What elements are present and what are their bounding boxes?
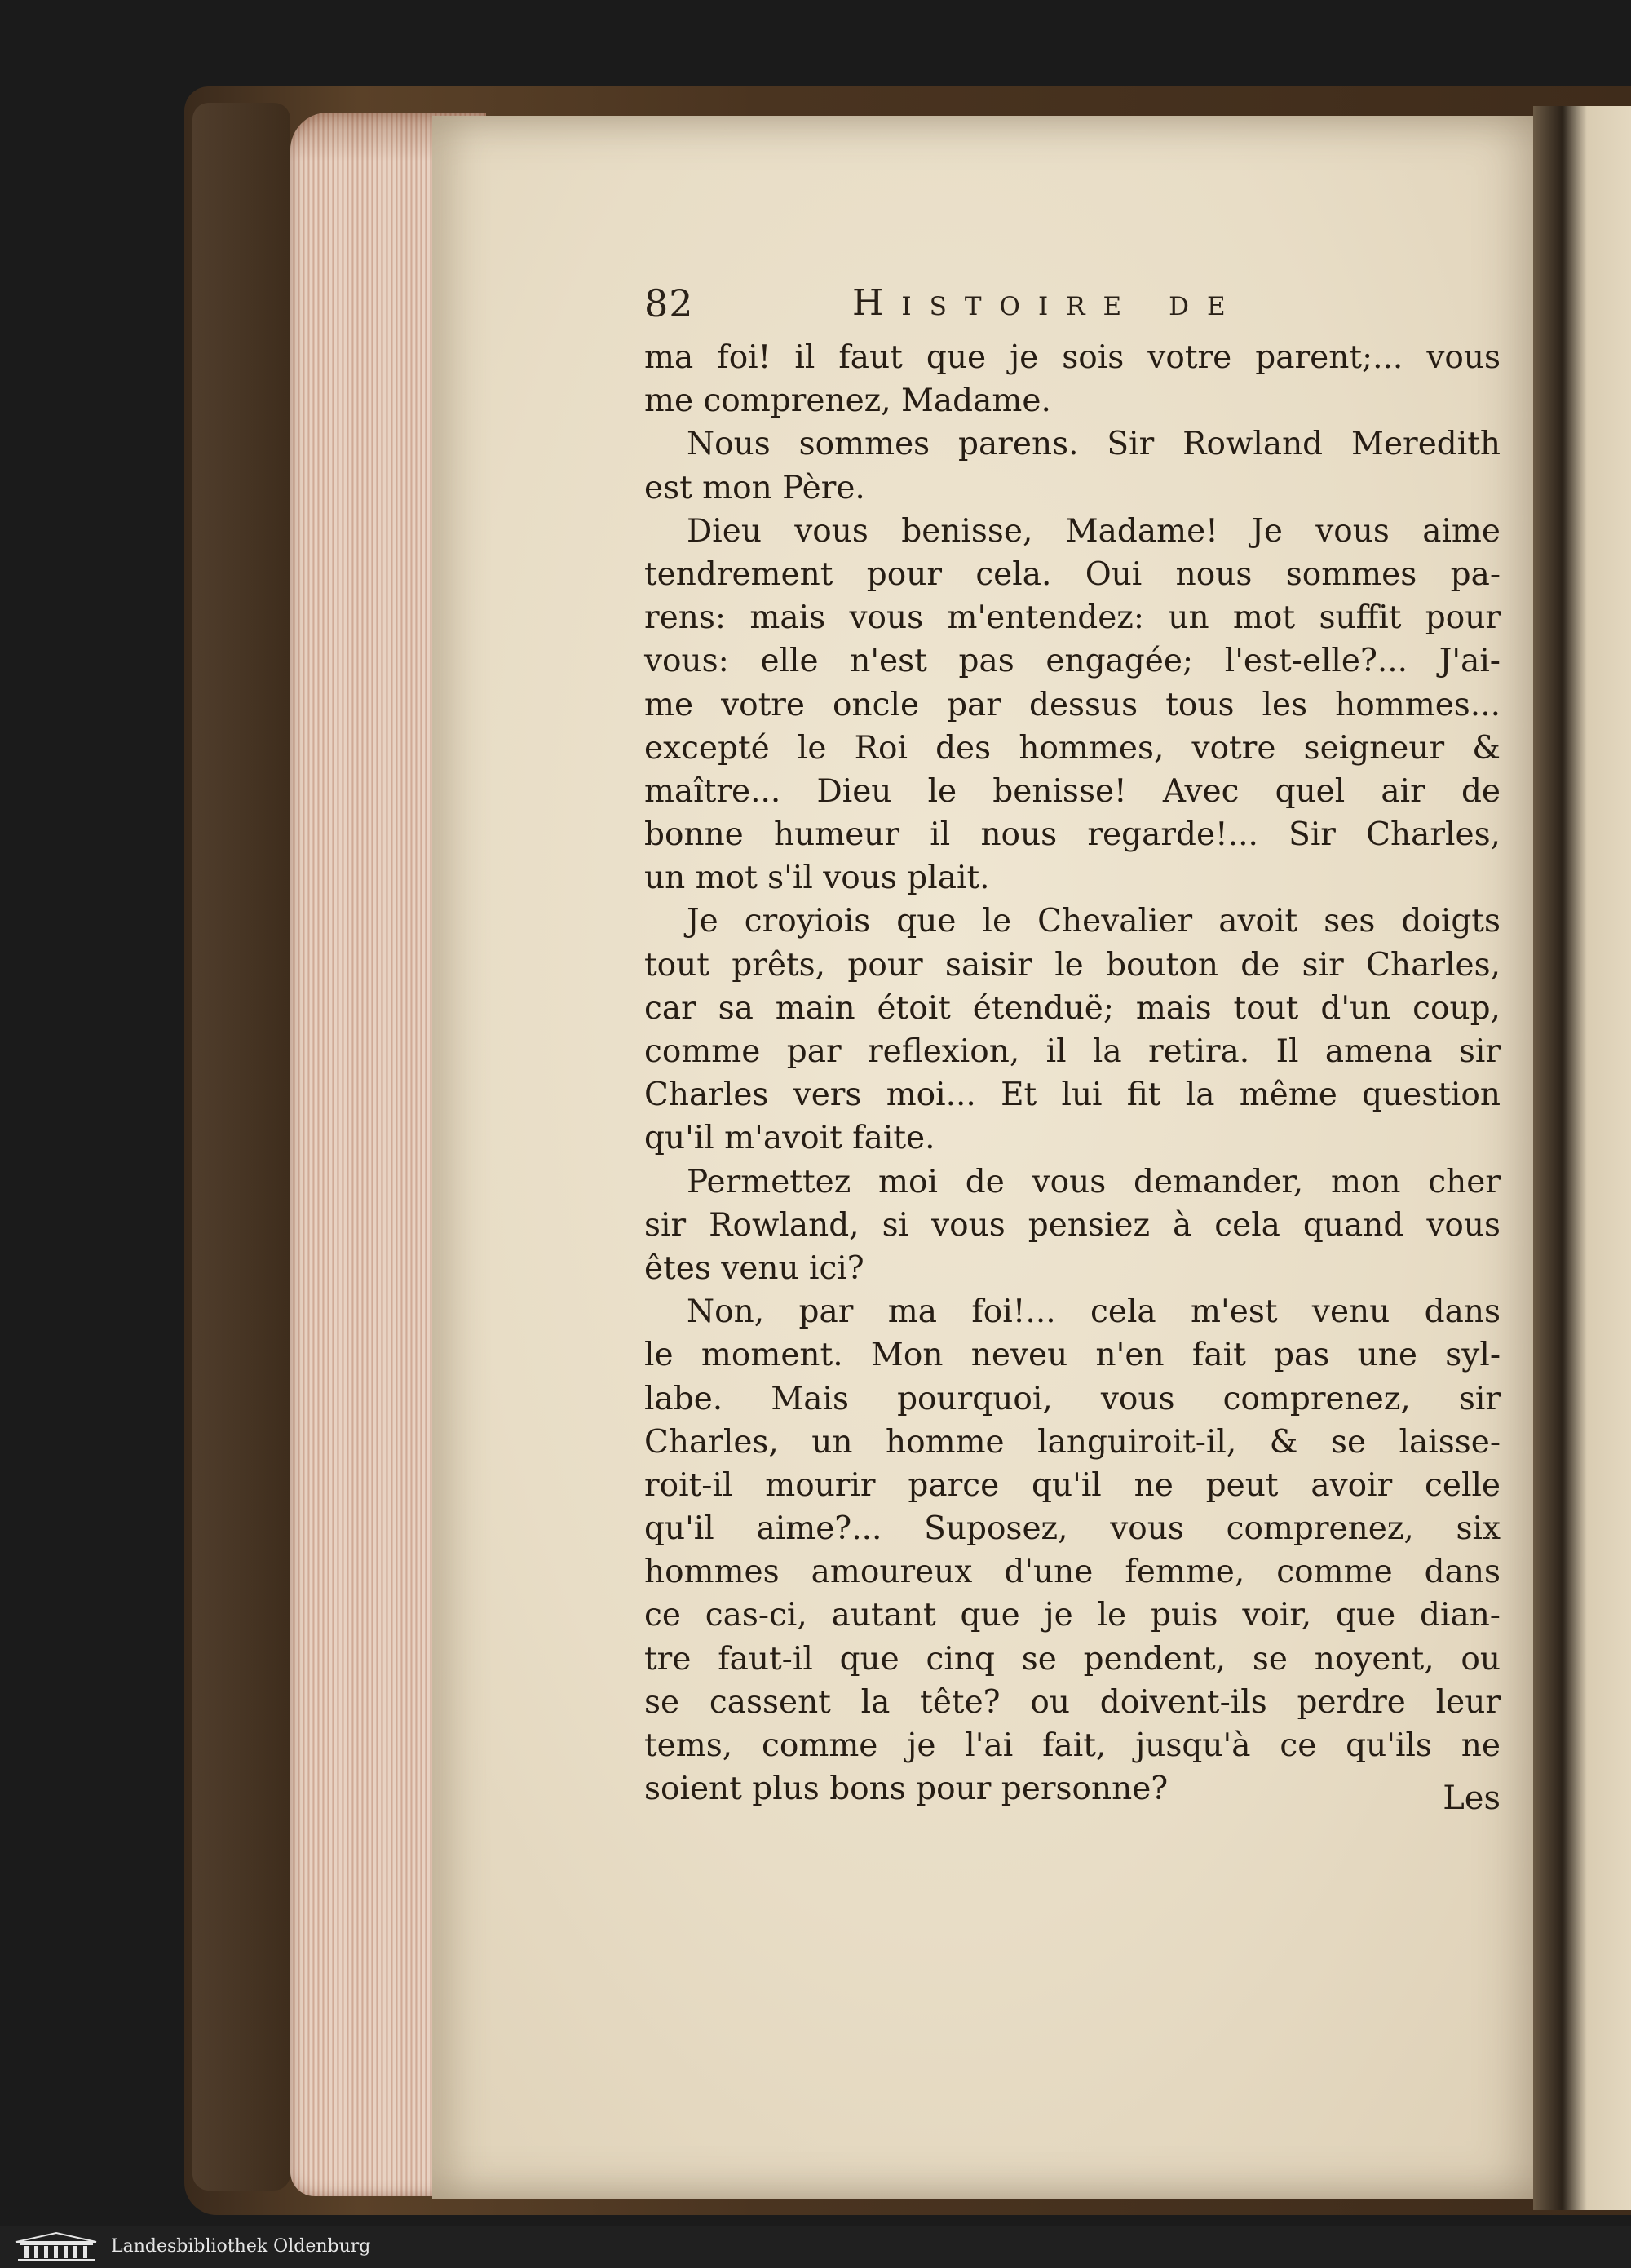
text-line: qu'il aime?... Suposez, vous comprenez, six (644, 1510, 1501, 1548)
text-line: labe. Mais pourquoi, vous comprenez, sir (644, 1380, 1501, 1417)
text-line: tre faut-il que cinq se pendent, se noyent, ou (644, 1640, 1501, 1678)
library-building-icon (11, 2230, 101, 2263)
text-line: Je croyiois que le Chevalier avoit ses doigts (687, 903, 1501, 940)
text-line: qu'il m'avoit faite. (644, 1120, 935, 1157)
text-line: maître... Dieu le benisse! Avec quel air de (644, 772, 1501, 810)
library-name: Landesbibliothek Oldenburg (111, 2236, 371, 2257)
text-line: tendrement pour cela. Oui nous sommes pa- (644, 555, 1501, 593)
text-line: me votre oncle par dessus tous les hommes... (644, 686, 1501, 723)
text-line: rens: mais vous m'entendez: un mot suffit pour (644, 599, 1501, 637)
page-number: 82 (644, 281, 694, 325)
text-line: comme par reflexion, il la retira. Il amena sir (644, 1033, 1501, 1070)
text-line: sir Rowland, si vous pensiez à cela quand vous (644, 1206, 1501, 1244)
text-line: roit-il mourir parce qu'il ne peut avoir celle (644, 1466, 1501, 1504)
text-line: ce cas-ci, autant que je le puis voir, que dian- (644, 1597, 1501, 1634)
text-line: Non, par ma foi!... cela m'est venu dans (687, 1293, 1501, 1331)
text-line: hommes amoureux d'une femme, comme dans (644, 1554, 1501, 1591)
text-line: soient plus bons pour personne? (644, 1771, 1169, 1808)
text-line: tems, comme je l'ai fait, jusqu'à ce qu'ils ne (644, 1727, 1501, 1764)
text-line: ma foi! il faut que je sois votre parent;... vous (644, 339, 1501, 376)
catchword: Les (1443, 1779, 1501, 1817)
body-text (644, 336, 1501, 1810)
library-footer (0, 2226, 1631, 2268)
text-line: se cassent la tête? ou doivent-ils perdre leur (644, 1683, 1501, 1721)
text-line: êtes venu ici? (644, 1249, 864, 1287)
text-line: Charles vers moi... Et lui fit la même question (644, 1077, 1501, 1114)
text-line: un mot s'il vous plait. (644, 860, 990, 897)
text-line: vous: elle n'est pas engagée; l'est-elle?... J'ai- (644, 643, 1501, 680)
text-line: bonne humeur il nous regarde!... Sir Charles, (644, 816, 1501, 854)
text-line: Nous sommes parens. Sir Rowland Meredith (687, 426, 1501, 463)
text-line: est mon Père. (644, 469, 865, 506)
text-line: le moment. Mon neveu n'en fait pas une syl- (644, 1337, 1501, 1374)
running-title: Histoire de (852, 282, 1244, 324)
facing-page-gutter (1533, 106, 1631, 2210)
text-line: excepté le Roi des hommes, votre seigneur & (644, 729, 1501, 767)
text-line: Permettez moi de vous demander, mon cher (687, 1163, 1501, 1200)
text-line: tout prêts, pour saisir le bouton de sir Charles, (644, 946, 1501, 984)
text-line: Dieu vous benisse, Madame! Je vous aime (687, 512, 1501, 550)
text-line: car sa main étoit étenduë; mais tout d'un coup, (644, 989, 1501, 1027)
running-head (644, 271, 1501, 336)
text-line: me comprenez, Madame. (644, 382, 1051, 420)
text-line: Charles, un homme languiroit-il, & se laisse- (644, 1423, 1501, 1461)
